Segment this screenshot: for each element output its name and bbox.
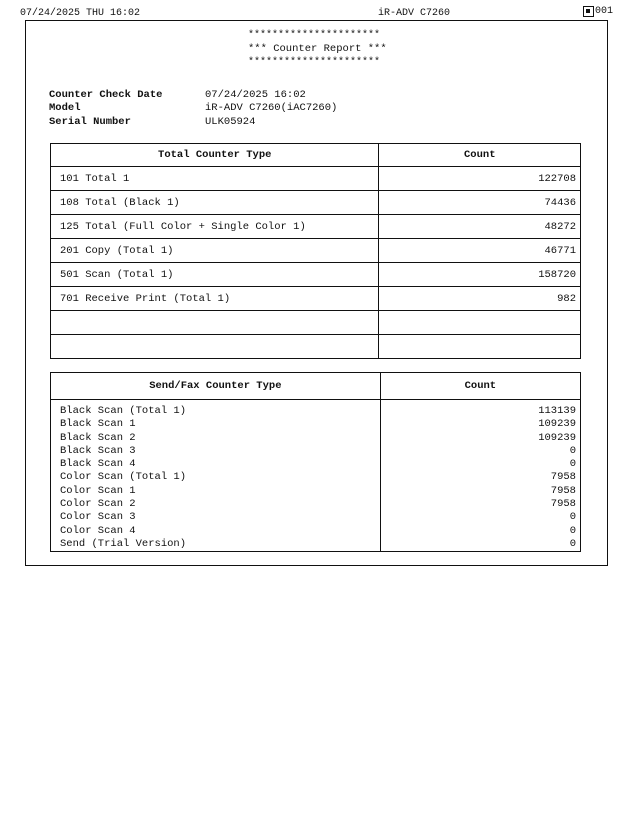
list-item-count: 0 (569, 511, 576, 524)
info-value-check-date: 07/24/2025 16:02 (205, 89, 306, 101)
list-item-count: 0 (569, 444, 576, 457)
list-item: Color Scan (Total 1) (60, 471, 187, 484)
send-fax-counter-table (50, 372, 581, 552)
row-type: 108 Total (Black 1) (51, 191, 379, 215)
row-count: 982 (379, 287, 581, 311)
list-item: Color Scan 2 (60, 498, 136, 511)
list-item: Color Scan 4 (60, 524, 136, 537)
list-item: Color Scan 1 (60, 484, 136, 497)
row-type: 125 Total (Full Color + Single Color 1) (51, 215, 379, 239)
send-type-column (51, 400, 381, 552)
info-values (205, 89, 337, 129)
list-item-count: 0 (569, 524, 576, 537)
fax-header-datetime: 07/24/2025 THU 16:02 (20, 8, 141, 19)
row-count: 74436 (379, 191, 581, 215)
table-header (51, 144, 581, 167)
column-header-count: Count (379, 144, 581, 167)
list-item-count: 0 (569, 537, 576, 550)
row-type: 201 Copy (Total 1) (51, 239, 379, 263)
list-item-count: 109239 (538, 418, 576, 431)
table-row (51, 215, 581, 239)
send-count-column (380, 400, 580, 552)
row-type (51, 335, 379, 359)
info-labels (49, 89, 162, 129)
total-counter-table (50, 143, 581, 359)
row-type: 101 Total 1 (51, 167, 379, 191)
list-item-count: 109239 (538, 431, 576, 444)
info-label-check-date: Counter Check Date (49, 89, 163, 101)
list-item: Black Scan 1 (60, 418, 136, 431)
info-value-serial: ULK05924 (205, 115, 256, 128)
stars-bottom: ********************** (248, 57, 381, 68)
list-item-count: 7958 (550, 471, 576, 484)
row-count: 122708 (379, 167, 581, 191)
list-item-count: 113139 (538, 405, 576, 417)
list-item-count: 0 (569, 458, 576, 471)
list-item: Black Scan (Total 1) (60, 405, 187, 417)
fax-header-model: iR-ADV C7260 (378, 8, 451, 19)
list-item: Black Scan 3 (60, 444, 136, 457)
table-row-empty (51, 311, 581, 335)
table-row (51, 167, 581, 191)
list-item: Black Scan 4 (60, 458, 136, 471)
fax-icon (583, 6, 594, 17)
stars-top: ********************** (248, 30, 381, 41)
row-type (51, 311, 379, 335)
column-header-count: Count (380, 373, 580, 400)
list-item-count: 7958 (550, 484, 576, 497)
table-row (51, 263, 581, 287)
row-count: 48272 (379, 215, 581, 239)
list-item: Send (Trial Version) (60, 537, 187, 550)
list-item: Color Scan 3 (60, 511, 136, 524)
row-type: 501 Scan (Total 1) (51, 263, 379, 287)
table-row (51, 287, 581, 311)
table-row (51, 239, 581, 263)
row-type: 701 Receive Print (Total 1) (51, 287, 379, 311)
page-number: 001 (595, 6, 614, 17)
column-header-type: Send/Fax Counter Type (51, 373, 381, 400)
info-label-model: Model (49, 102, 81, 115)
row-count (379, 335, 581, 359)
send-table-body (51, 400, 581, 552)
table-row-empty (51, 335, 581, 359)
list-item: Black Scan 2 (60, 431, 136, 444)
column-header-type: Total Counter Type (51, 144, 379, 167)
table-row (51, 191, 581, 215)
info-value-model: iR-ADV C7260(iAC7260) (205, 102, 338, 115)
row-count (379, 311, 581, 335)
report-title: *** Counter Report *** (248, 43, 387, 55)
info-label-serial: Serial Number (49, 115, 131, 128)
row-count: 46771 (379, 239, 581, 263)
table-header (51, 373, 581, 400)
list-item-count: 7958 (550, 498, 576, 511)
row-count: 158720 (379, 263, 581, 287)
fax-header-page (583, 6, 613, 17)
